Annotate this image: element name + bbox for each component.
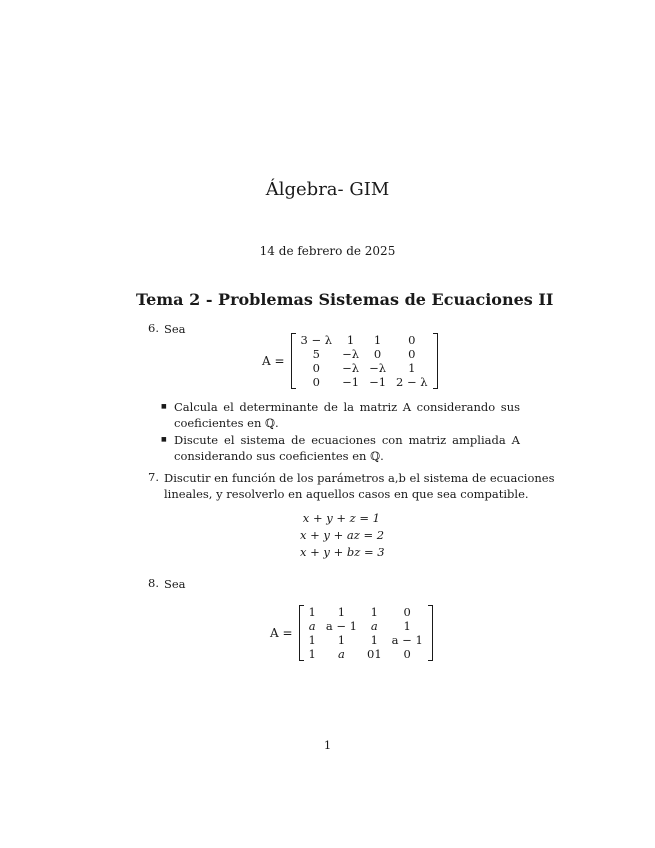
matrix-cell: 1: [337, 633, 346, 647]
matrix-cell: 1: [370, 633, 378, 647]
problem-6-bullet-1: ■ Calcula el determinante de la matriz A considerando sus coeficientes en ℚ.: [174, 399, 520, 431]
matrix-cell: 1: [308, 647, 316, 661]
page-number: 1: [323, 738, 332, 752]
section-heading: Tema 2 - Problemas Sistemas de Ecuaciones II: [136, 290, 554, 309]
problem-8-intro: Sea: [164, 577, 186, 591]
matrix-cell: 0: [373, 347, 382, 361]
matrix-row: [296, 347, 433, 361]
matrix-cell: 0: [408, 347, 416, 361]
matrix-cell: 1: [403, 619, 411, 633]
matrix-row: [304, 633, 428, 647]
matrix-cell: a: [338, 647, 345, 661]
matrix-cell: −1: [342, 375, 360, 389]
problem-7-text-line-2: lineales, y resolverlo en aquellos casos en que sea compatible.: [164, 487, 529, 501]
matrix-cell: a − 1: [325, 619, 357, 633]
problem-8-matrix-label: A =: [270, 626, 293, 640]
matrix-cell: 1: [308, 605, 316, 619]
matrix-cell: 0: [403, 605, 411, 619]
problem-7-text-line-1: Discutir en función de los parámetros a,b el sistema de ecuaciones: [164, 471, 555, 485]
matrix-cell: 0: [408, 333, 416, 347]
matrix-row: [304, 647, 428, 661]
matrix-cell: 0: [312, 361, 320, 375]
matrix-cell: 1: [346, 333, 355, 347]
matrix-cell: 0: [312, 375, 320, 389]
matrix-cell: 5: [312, 347, 320, 361]
matrix-row: [296, 333, 433, 347]
matrix-cell: 0: [403, 647, 411, 661]
matrix-row: [304, 605, 428, 619]
equation: x + y + z = 1: [302, 511, 380, 525]
problem-8-number: 8.: [148, 576, 159, 590]
matrix-cell: 1: [337, 605, 346, 619]
problem-7-equation-system: [300, 510, 385, 561]
matrix-cell: 1: [308, 633, 316, 647]
matrix-cell: 1: [373, 333, 382, 347]
right-bracket: [428, 605, 433, 661]
equation: x + y + bz = 3: [300, 545, 385, 559]
equation: x + y + az = 2: [300, 528, 385, 542]
matrix-cell: 3 − λ: [300, 333, 333, 347]
problem-6-bullet-2: ■ Discute el sistema de ecuaciones con matriz ampliada A considerando sus coeficientes en ℚ.: [174, 432, 520, 464]
matrix-cell: a: [370, 619, 378, 633]
problem-7-number: 7.: [148, 470, 159, 484]
right-bracket: [433, 333, 438, 389]
problem-6-matrix-label: A =: [262, 354, 285, 368]
document-title: Álgebra- GIM: [265, 179, 390, 200]
problem-6-matrix-block: [262, 333, 438, 389]
matrix-row: [296, 361, 433, 375]
matrix-cell: a: [308, 619, 316, 633]
matrix-cell: 1: [408, 361, 416, 375]
problem-6-matrix: [291, 333, 438, 389]
matrix-cell: −λ: [342, 347, 360, 361]
matrix-cell: −λ: [342, 361, 360, 375]
matrix-table: [296, 333, 433, 389]
matrix-cell: 01: [367, 647, 382, 661]
document-date: 14 de febrero de 2025: [259, 244, 396, 258]
matrix-cell: 2 − λ: [396, 375, 428, 389]
matrix-cell: −1: [369, 375, 387, 389]
matrix-cell: 1: [370, 605, 378, 619]
problem-6-intro: Sea: [164, 322, 186, 336]
problem-8-matrix-block: [270, 605, 433, 661]
problem-6-number: 6.: [148, 321, 159, 335]
matrix-cell: −λ: [369, 361, 386, 375]
matrix-table: [304, 605, 428, 661]
matrix-row: [304, 619, 428, 633]
problem-8-matrix: [299, 605, 433, 661]
matrix-row: [296, 375, 433, 389]
matrix-cell: a − 1: [391, 633, 423, 647]
